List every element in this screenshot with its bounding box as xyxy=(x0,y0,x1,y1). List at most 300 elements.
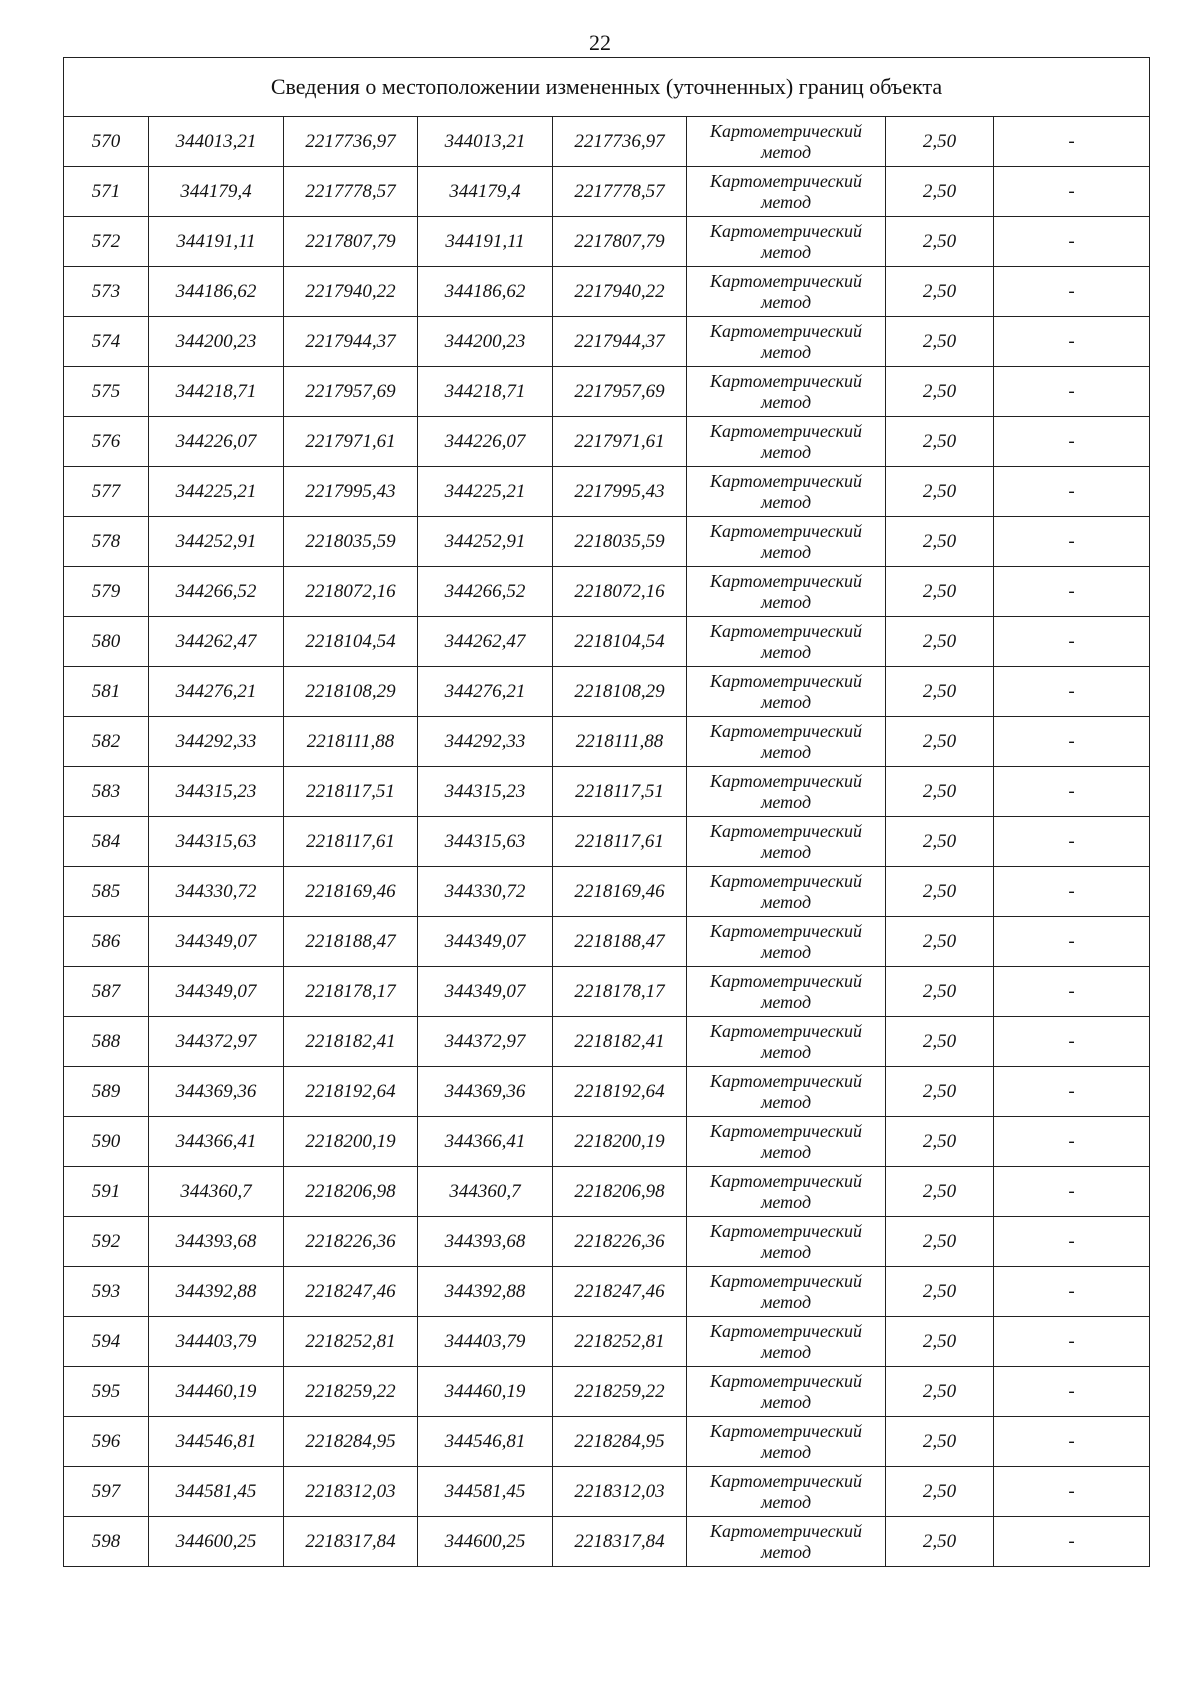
table-row xyxy=(64,467,1150,517)
existing-x-cell: 344186,62 xyxy=(149,267,284,317)
refined-x-cell: 344262,47 xyxy=(418,617,553,667)
refined-x-cell: 344360,7 xyxy=(418,1167,553,1217)
table-row xyxy=(64,1017,1150,1067)
existing-x-cell: 344600,25 xyxy=(149,1517,284,1567)
refined-y-cell: 2218317,84 xyxy=(553,1517,687,1567)
accuracy-cell: 2,50 xyxy=(886,1467,994,1517)
refined-x-cell: 344349,07 xyxy=(418,967,553,1017)
existing-y-cell: 2218108,29 xyxy=(284,667,418,717)
refined-x-cell: 344276,21 xyxy=(418,667,553,717)
existing-y-cell: 2218259,22 xyxy=(284,1367,418,1417)
method-cell xyxy=(687,1517,886,1567)
note-cell: - xyxy=(994,1217,1150,1267)
method-cell xyxy=(687,217,886,267)
refined-x-cell: 344369,36 xyxy=(418,1067,553,1117)
method-line-2: метод xyxy=(760,491,812,512)
note-cell: - xyxy=(994,267,1150,317)
table-row xyxy=(64,1167,1150,1217)
accuracy-cell: 2,50 xyxy=(886,1067,994,1117)
note-cell: - xyxy=(994,217,1150,267)
existing-y-cell: 2218247,46 xyxy=(284,1267,418,1317)
method-line-2: метод xyxy=(760,891,812,912)
method-cell xyxy=(687,917,886,967)
refined-y-cell: 2218206,98 xyxy=(553,1167,687,1217)
note-cell: - xyxy=(994,967,1150,1017)
method-line-2: метод xyxy=(760,291,812,312)
method-line-2: метод xyxy=(760,191,812,212)
refined-y-cell: 2218259,22 xyxy=(553,1367,687,1417)
accuracy-cell: 2,50 xyxy=(886,717,994,767)
method-line-1: Картометрический xyxy=(709,1320,862,1341)
method-line-2: метод xyxy=(760,1291,812,1312)
existing-x-cell: 344225,21 xyxy=(149,467,284,517)
note-cell: - xyxy=(994,467,1150,517)
accuracy-cell: 2,50 xyxy=(886,967,994,1017)
method-line-1: Картометрический xyxy=(709,1370,862,1391)
note-cell: - xyxy=(994,167,1150,217)
existing-x-cell: 344330,72 xyxy=(149,867,284,917)
method-line-1: Картометрический xyxy=(709,1070,862,1091)
existing-y-cell: 2218111,88 xyxy=(284,717,418,767)
method-line-2: метод xyxy=(760,1191,812,1212)
table-row xyxy=(64,417,1150,467)
existing-y-cell: 2218182,41 xyxy=(284,1017,418,1067)
point-number-cell: 582 xyxy=(64,717,149,767)
method-line-2: метод xyxy=(760,991,812,1012)
method-line-2: метод xyxy=(760,691,812,712)
point-number-cell: 577 xyxy=(64,467,149,517)
refined-x-cell: 344349,07 xyxy=(418,917,553,967)
table-row xyxy=(64,1517,1150,1567)
method-line-1: Картометрический xyxy=(709,170,862,191)
existing-x-cell: 344252,91 xyxy=(149,517,284,567)
point-number-cell: 598 xyxy=(64,1517,149,1567)
refined-y-cell: 2217736,97 xyxy=(553,117,687,167)
existing-y-cell: 2217944,37 xyxy=(284,317,418,367)
note-cell: - xyxy=(994,1317,1150,1367)
accuracy-cell: 2,50 xyxy=(886,1367,994,1417)
table-row xyxy=(64,567,1150,617)
table-title-row xyxy=(64,58,1150,117)
note-cell: - xyxy=(994,817,1150,867)
method-cell xyxy=(687,517,886,567)
point-number-cell: 594 xyxy=(64,1317,149,1367)
note-cell: - xyxy=(994,1267,1150,1317)
existing-x-cell: 344292,33 xyxy=(149,717,284,767)
point-number-cell: 572 xyxy=(64,217,149,267)
accuracy-cell: 2,50 xyxy=(886,467,994,517)
method-cell xyxy=(687,1267,886,1317)
method-line-1: Картометрический xyxy=(709,1220,862,1241)
point-number-cell: 590 xyxy=(64,1117,149,1167)
point-number-cell: 597 xyxy=(64,1467,149,1517)
note-cell: - xyxy=(994,1167,1150,1217)
method-line-1: Картометрический xyxy=(709,1170,862,1191)
boundary-coordinates-table xyxy=(63,57,1150,1567)
existing-y-cell: 2218312,03 xyxy=(284,1467,418,1517)
existing-x-cell: 344349,07 xyxy=(149,967,284,1017)
method-cell xyxy=(687,967,886,1017)
existing-y-cell: 2218104,54 xyxy=(284,617,418,667)
method-line-1: Картометрический xyxy=(709,1120,862,1141)
refined-y-cell: 2217807,79 xyxy=(553,217,687,267)
existing-x-cell: 344393,68 xyxy=(149,1217,284,1267)
method-line-1: Картометрический xyxy=(709,1420,862,1441)
method-cell xyxy=(687,267,886,317)
existing-y-cell: 2217957,69 xyxy=(284,367,418,417)
refined-x-cell: 344372,97 xyxy=(418,1017,553,1067)
table-row xyxy=(64,967,1150,1017)
method-line-1: Картометрический xyxy=(709,420,862,441)
existing-y-cell: 2218169,46 xyxy=(284,867,418,917)
method-line-1: Картометрический xyxy=(709,720,862,741)
accuracy-cell: 2,50 xyxy=(886,767,994,817)
existing-x-cell: 344315,63 xyxy=(149,817,284,867)
existing-y-cell: 2218188,47 xyxy=(284,917,418,967)
refined-y-cell: 2217957,69 xyxy=(553,367,687,417)
existing-y-cell: 2217995,43 xyxy=(284,467,418,517)
method-line-2: метод xyxy=(760,1441,812,1462)
accuracy-cell: 2,50 xyxy=(886,317,994,367)
method-line-2: метод xyxy=(760,1241,812,1262)
accuracy-cell: 2,50 xyxy=(886,167,994,217)
method-line-1: Картометрический xyxy=(709,120,862,141)
refined-x-cell: 344393,68 xyxy=(418,1217,553,1267)
point-number-cell: 592 xyxy=(64,1217,149,1267)
point-number-cell: 574 xyxy=(64,317,149,367)
note-cell: - xyxy=(994,867,1150,917)
table-row xyxy=(64,317,1150,367)
existing-x-cell: 344366,41 xyxy=(149,1117,284,1167)
refined-y-cell: 2218108,29 xyxy=(553,667,687,717)
method-cell xyxy=(687,467,886,517)
method-line-1: Картометрический xyxy=(709,620,862,641)
method-cell xyxy=(687,367,886,417)
refined-y-cell: 2218312,03 xyxy=(553,1467,687,1517)
method-line-2: метод xyxy=(760,1041,812,1062)
point-number-cell: 586 xyxy=(64,917,149,967)
method-cell xyxy=(687,1467,886,1517)
existing-y-cell: 2218226,36 xyxy=(284,1217,418,1267)
method-line-2: метод xyxy=(760,391,812,412)
refined-y-cell: 2218188,47 xyxy=(553,917,687,967)
existing-x-cell: 344262,47 xyxy=(149,617,284,667)
existing-y-cell: 2218178,17 xyxy=(284,967,418,1017)
method-cell xyxy=(687,667,886,717)
accuracy-cell: 2,50 xyxy=(886,1217,994,1267)
existing-y-cell: 2218192,64 xyxy=(284,1067,418,1117)
page-number: 22 xyxy=(589,30,611,55)
existing-y-cell: 2217736,97 xyxy=(284,117,418,167)
note-cell: - xyxy=(994,717,1150,767)
method-line-1: Картометрический xyxy=(709,770,862,791)
method-cell xyxy=(687,817,886,867)
refined-x-cell: 344179,4 xyxy=(418,167,553,217)
refined-y-cell: 2218072,16 xyxy=(553,567,687,617)
refined-x-cell: 344225,21 xyxy=(418,467,553,517)
refined-y-cell: 2218226,36 xyxy=(553,1217,687,1267)
refined-y-cell: 2217971,61 xyxy=(553,417,687,467)
accuracy-cell: 2,50 xyxy=(886,1267,994,1317)
refined-x-cell: 344392,88 xyxy=(418,1267,553,1317)
method-line-1: Картометрический xyxy=(709,320,862,341)
note-cell: - xyxy=(994,1417,1150,1467)
refined-y-cell: 2218182,41 xyxy=(553,1017,687,1067)
point-number-cell: 578 xyxy=(64,517,149,567)
method-line-1: Картометрический xyxy=(709,220,862,241)
method-line-2: метод xyxy=(760,241,812,262)
note-cell: - xyxy=(994,917,1150,967)
existing-x-cell: 344266,52 xyxy=(149,567,284,617)
method-cell xyxy=(687,717,886,767)
existing-y-cell: 2217940,22 xyxy=(284,267,418,317)
existing-x-cell: 344460,19 xyxy=(149,1367,284,1417)
point-number-cell: 571 xyxy=(64,167,149,217)
refined-y-cell: 2218169,46 xyxy=(553,867,687,917)
existing-x-cell: 344276,21 xyxy=(149,667,284,717)
note-cell: - xyxy=(994,417,1150,467)
existing-x-cell: 344392,88 xyxy=(149,1267,284,1317)
existing-x-cell: 344403,79 xyxy=(149,1317,284,1367)
accuracy-cell: 2,50 xyxy=(886,817,994,867)
refined-y-cell: 2218192,64 xyxy=(553,1067,687,1117)
refined-y-cell: 2218178,17 xyxy=(553,967,687,1017)
existing-x-cell: 344191,11 xyxy=(149,217,284,267)
existing-y-cell: 2218117,61 xyxy=(284,817,418,867)
method-line-2: метод xyxy=(760,841,812,862)
accuracy-cell: 2,50 xyxy=(886,517,994,567)
accuracy-cell: 2,50 xyxy=(886,1167,994,1217)
method-line-1: Картометрический xyxy=(709,570,862,591)
point-number-cell: 593 xyxy=(64,1267,149,1317)
method-cell xyxy=(687,167,886,217)
method-line-1: Картометрический xyxy=(709,1270,862,1291)
note-cell: - xyxy=(994,767,1150,817)
note-cell: - xyxy=(994,1017,1150,1067)
point-number-cell: 575 xyxy=(64,367,149,417)
table-row xyxy=(64,267,1150,317)
refined-y-cell: 2218104,54 xyxy=(553,617,687,667)
method-line-1: Картометрический xyxy=(709,820,862,841)
point-number-cell: 587 xyxy=(64,967,149,1017)
table-row xyxy=(64,717,1150,767)
existing-y-cell: 2218252,81 xyxy=(284,1317,418,1367)
method-line-2: метод xyxy=(760,1091,812,1112)
method-line-1: Картометрический xyxy=(709,1520,862,1541)
existing-y-cell: 2218284,95 xyxy=(284,1417,418,1467)
existing-y-cell: 2217971,61 xyxy=(284,417,418,467)
accuracy-cell: 2,50 xyxy=(886,417,994,467)
existing-x-cell: 344372,97 xyxy=(149,1017,284,1067)
existing-y-cell: 2218317,84 xyxy=(284,1517,418,1567)
method-cell xyxy=(687,1367,886,1417)
refined-x-cell: 344226,07 xyxy=(418,417,553,467)
refined-x-cell: 344266,52 xyxy=(418,567,553,617)
method-line-2: метод xyxy=(760,941,812,962)
method-cell xyxy=(687,1417,886,1467)
refined-x-cell: 344315,23 xyxy=(418,767,553,817)
existing-x-cell: 344013,21 xyxy=(149,117,284,167)
refined-y-cell: 2217944,37 xyxy=(553,317,687,367)
point-number-cell: 591 xyxy=(64,1167,149,1217)
note-cell: - xyxy=(994,517,1150,567)
note-cell: - xyxy=(994,317,1150,367)
existing-y-cell: 2218072,16 xyxy=(284,567,418,617)
refined-x-cell: 344403,79 xyxy=(418,1317,553,1367)
accuracy-cell: 2,50 xyxy=(886,117,994,167)
refined-y-cell: 2218284,95 xyxy=(553,1417,687,1467)
accuracy-cell: 2,50 xyxy=(886,1317,994,1367)
method-line-1: Картометрический xyxy=(709,870,862,891)
method-line-2: метод xyxy=(760,741,812,762)
refined-x-cell: 344600,25 xyxy=(418,1517,553,1567)
refined-x-cell: 344191,11 xyxy=(418,217,553,267)
refined-y-cell: 2217995,43 xyxy=(553,467,687,517)
method-line-2: метод xyxy=(760,1341,812,1362)
method-cell xyxy=(687,1317,886,1367)
method-line-2: метод xyxy=(760,1491,812,1512)
existing-x-cell: 344349,07 xyxy=(149,917,284,967)
accuracy-cell: 2,50 xyxy=(886,1417,994,1467)
accuracy-cell: 2,50 xyxy=(886,367,994,417)
point-number-cell: 581 xyxy=(64,667,149,717)
method-line-2: метод xyxy=(760,1541,812,1562)
point-number-cell: 596 xyxy=(64,1417,149,1467)
point-number-cell: 570 xyxy=(64,117,149,167)
existing-y-cell: 2218117,51 xyxy=(284,767,418,817)
table-row xyxy=(64,1417,1150,1467)
existing-y-cell: 2218200,19 xyxy=(284,1117,418,1167)
table-title: Сведения о местоположении измененных (уточненных) границ объекта xyxy=(64,58,1150,117)
method-line-1: Картометрический xyxy=(709,670,862,691)
existing-y-cell: 2217807,79 xyxy=(284,217,418,267)
refined-x-cell: 344186,62 xyxy=(418,267,553,317)
accuracy-cell: 2,50 xyxy=(886,617,994,667)
method-cell xyxy=(687,1017,886,1067)
method-line-2: метод xyxy=(760,1141,812,1162)
point-number-cell: 580 xyxy=(64,617,149,667)
existing-x-cell: 344226,07 xyxy=(149,417,284,467)
accuracy-cell: 2,50 xyxy=(886,1517,994,1567)
note-cell: - xyxy=(994,667,1150,717)
method-line-2: метод xyxy=(760,591,812,612)
table-row xyxy=(64,367,1150,417)
table-row xyxy=(64,517,1150,567)
table-row xyxy=(64,917,1150,967)
table-row xyxy=(64,1267,1150,1317)
method-line-1: Картометрический xyxy=(709,970,862,991)
method-line-1: Картометрический xyxy=(709,370,862,391)
existing-x-cell: 344200,23 xyxy=(149,317,284,367)
table-row xyxy=(64,217,1150,267)
method-line-1: Картометрический xyxy=(709,470,862,491)
point-number-cell: 583 xyxy=(64,767,149,817)
refined-y-cell: 2218247,46 xyxy=(553,1267,687,1317)
note-cell: - xyxy=(994,567,1150,617)
method-line-2: метод xyxy=(760,1391,812,1412)
existing-x-cell: 344179,4 xyxy=(149,167,284,217)
refined-x-cell: 344330,72 xyxy=(418,867,553,917)
method-cell xyxy=(687,1117,886,1167)
table-body xyxy=(64,117,1150,1567)
method-line-2: метод xyxy=(760,791,812,812)
refined-x-cell: 344252,91 xyxy=(418,517,553,567)
table-row xyxy=(64,1217,1150,1267)
table-row xyxy=(64,867,1150,917)
existing-x-cell: 344218,71 xyxy=(149,367,284,417)
existing-x-cell: 344369,36 xyxy=(149,1067,284,1117)
refined-y-cell: 2218035,59 xyxy=(553,517,687,567)
accuracy-cell: 2,50 xyxy=(886,1017,994,1067)
refined-y-cell: 2218117,51 xyxy=(553,767,687,817)
note-cell: - xyxy=(994,1067,1150,1117)
note-cell: - xyxy=(994,1117,1150,1167)
method-cell xyxy=(687,117,886,167)
refined-x-cell: 344218,71 xyxy=(418,367,553,417)
refined-x-cell: 344200,23 xyxy=(418,317,553,367)
point-number-cell: 595 xyxy=(64,1367,149,1417)
method-cell xyxy=(687,767,886,817)
table-row xyxy=(64,667,1150,717)
existing-y-cell: 2217778,57 xyxy=(284,167,418,217)
refined-x-cell: 344460,19 xyxy=(418,1367,553,1417)
accuracy-cell: 2,50 xyxy=(886,867,994,917)
refined-x-cell: 344581,45 xyxy=(418,1467,553,1517)
point-number-cell: 585 xyxy=(64,867,149,917)
method-cell xyxy=(687,1217,886,1267)
accuracy-cell: 2,50 xyxy=(886,917,994,967)
refined-x-cell: 344546,81 xyxy=(418,1417,553,1467)
existing-x-cell: 344360,7 xyxy=(149,1167,284,1217)
refined-x-cell: 344292,33 xyxy=(418,717,553,767)
method-cell xyxy=(687,867,886,917)
note-cell: - xyxy=(994,1367,1150,1417)
note-cell: - xyxy=(994,1467,1150,1517)
accuracy-cell: 2,50 xyxy=(886,267,994,317)
existing-y-cell: 2218206,98 xyxy=(284,1167,418,1217)
method-line-2: метод xyxy=(760,141,812,162)
table-row xyxy=(64,1467,1150,1517)
refined-x-cell: 344366,41 xyxy=(418,1117,553,1167)
table-row xyxy=(64,1117,1150,1167)
table-row xyxy=(64,1367,1150,1417)
refined-y-cell: 2217940,22 xyxy=(553,267,687,317)
table-row xyxy=(64,1317,1150,1367)
table-row xyxy=(64,767,1150,817)
table-row xyxy=(64,817,1150,867)
refined-y-cell: 2218252,81 xyxy=(553,1317,687,1367)
point-number-cell: 584 xyxy=(64,817,149,867)
method-line-2: метод xyxy=(760,541,812,562)
point-number-cell: 573 xyxy=(64,267,149,317)
method-cell xyxy=(687,617,886,667)
method-line-1: Картометрический xyxy=(709,920,862,941)
note-cell: - xyxy=(994,617,1150,667)
method-line-1: Картометрический xyxy=(709,270,862,291)
point-number-cell: 588 xyxy=(64,1017,149,1067)
method-cell xyxy=(687,317,886,367)
method-cell xyxy=(687,567,886,617)
point-number-cell: 589 xyxy=(64,1067,149,1117)
table-row xyxy=(64,617,1150,667)
table-row xyxy=(64,1067,1150,1117)
note-cell: - xyxy=(994,117,1150,167)
refined-y-cell: 2218111,88 xyxy=(553,717,687,767)
table-row xyxy=(64,117,1150,167)
method-cell xyxy=(687,1167,886,1217)
method-line-1: Картометрический xyxy=(709,1470,862,1491)
refined-y-cell: 2218200,19 xyxy=(553,1117,687,1167)
